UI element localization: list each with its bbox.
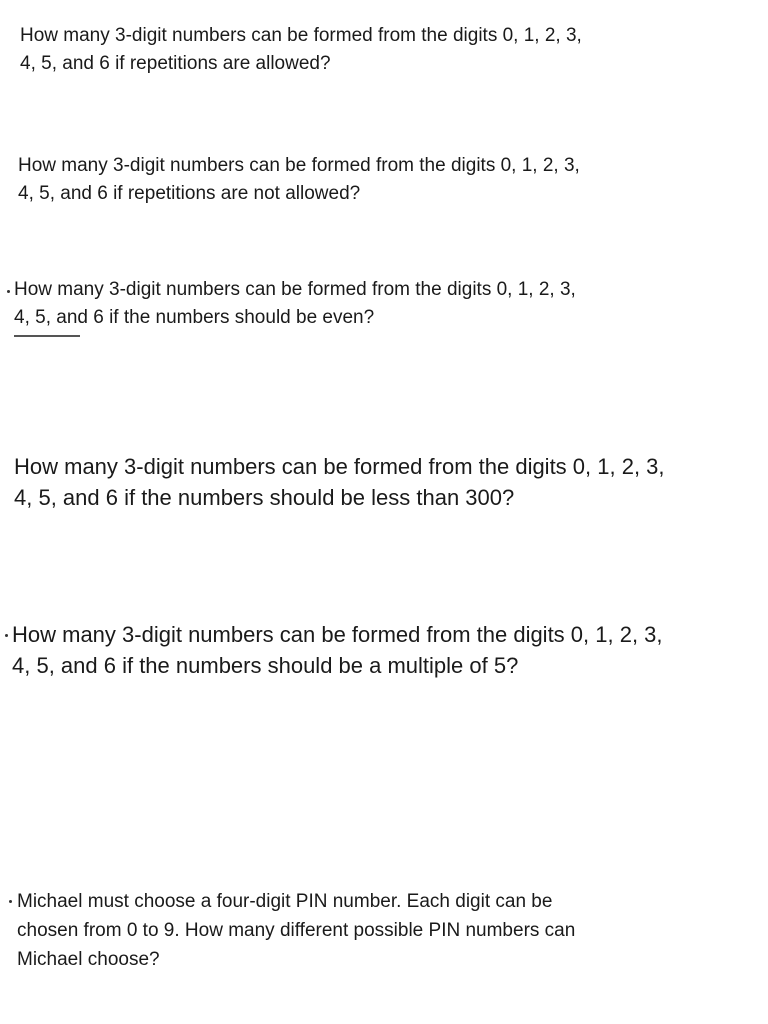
question-4 [14, 451, 665, 513]
question-2 [18, 152, 580, 208]
question-6-line-1: Michael must choose a four-digit PIN number. Each digit can be [17, 891, 553, 912]
question-1 [20, 22, 582, 78]
question-4-line-1: How many 3-digit numbers can be formed from the digits 0, 1, 2, 3, [14, 454, 665, 479]
question-6-line-2: chosen from 0 to 9. How many different possible PIN numbers can [17, 920, 576, 941]
question-2-line-2: 4, 5, and 6 if repetitions are not allowed? [18, 183, 361, 204]
cropped-text-fragment [14, 335, 80, 337]
question-3 [14, 276, 576, 332]
bullet-dot-icon [7, 290, 10, 293]
question-3-line-1: How many 3-digit numbers can be formed from the digits 0, 1, 2, 3, [14, 279, 576, 300]
question-2-line-1: How many 3-digit numbers can be formed from the digits 0, 1, 2, 3, [18, 155, 580, 176]
question-5 [12, 619, 663, 681]
question-5-line-2: 4, 5, and 6 if the numbers should be a multiple of 5? [12, 653, 519, 678]
question-4-line-2: 4, 5, and 6 if the numbers should be less than 300? [14, 485, 515, 510]
question-6 [17, 887, 575, 974]
question-5-line-1: How many 3-digit numbers can be formed from the digits 0, 1, 2, 3, [12, 622, 663, 647]
question-1-line-2: 4, 5, and 6 if repetitions are allowed? [20, 53, 331, 74]
question-3-line-2: 4, 5, and 6 if the numbers should be even? [14, 307, 375, 328]
bullet-dot-icon [5, 634, 8, 637]
question-6-line-3: Michael choose? [17, 949, 160, 970]
bullet-dot-icon [9, 900, 12, 903]
question-1-line-1: How many 3-digit numbers can be formed from the digits 0, 1, 2, 3, [20, 25, 582, 46]
